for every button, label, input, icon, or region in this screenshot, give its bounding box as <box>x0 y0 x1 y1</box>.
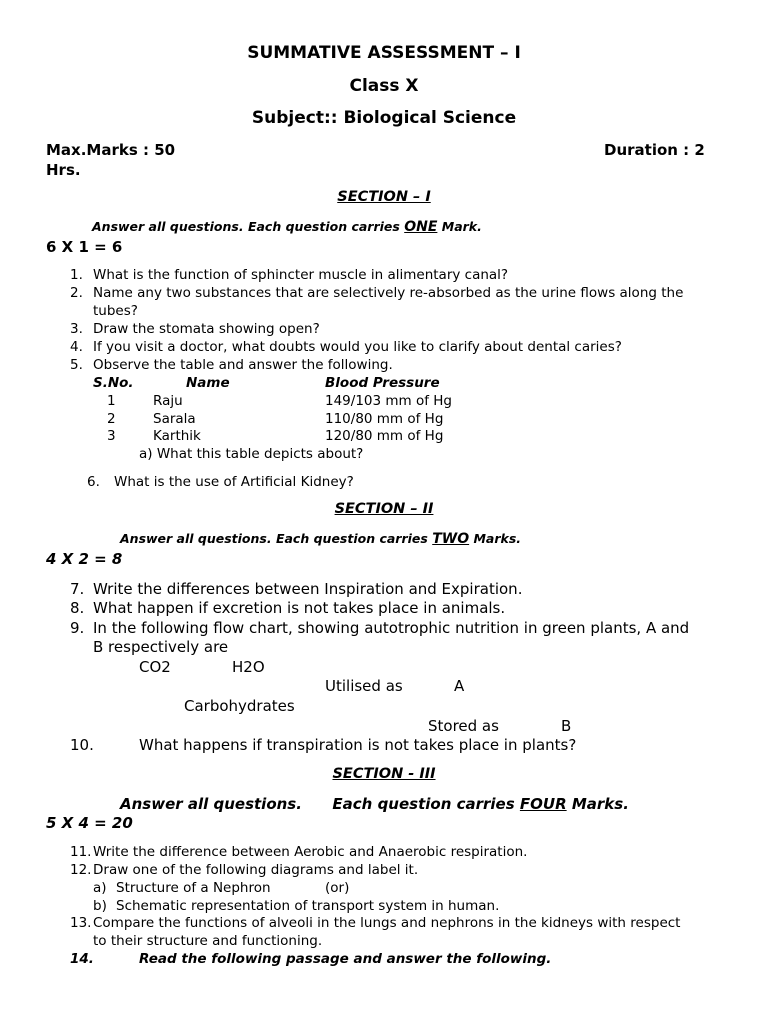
question-10: What happens if transpiration is not takes place in plants? <box>139 736 577 754</box>
table-header-bp: Blood Pressure <box>325 375 440 391</box>
question-12-or: (or) <box>325 880 350 896</box>
table-cell: Karthik <box>153 428 201 444</box>
flow-utilised: Utilised as <box>325 677 403 695</box>
instr-mark: ONE <box>404 219 438 235</box>
question-number: 1. <box>70 267 83 283</box>
question-11: Write the difference between Aerobic and Anaerobic respiration. <box>93 844 528 860</box>
section-1-instructions <box>92 219 482 235</box>
instr-mark: FOUR <box>519 795 567 813</box>
flow-stored: Stored as <box>428 717 499 735</box>
flow-carbohydrates: Carbohydrates <box>184 697 295 715</box>
question-6: What is the use of Artificial Kidney? <box>114 474 354 490</box>
question-12b: Schematic representation of transport system in human. <box>116 898 500 914</box>
section-1-heading: SECTION – I <box>337 189 431 205</box>
instr-text-end: Mark. <box>441 219 482 234</box>
section-2-marks: 4 X 2 = 8 <box>46 550 123 568</box>
question-number: 10. <box>70 736 94 754</box>
question-number: 14. <box>70 951 94 967</box>
question-9: In the following flow chart, showing autotrophic nutrition in green plants, A and <box>93 619 690 637</box>
instr-text-end: Marks. <box>571 795 629 813</box>
instr-text: Answer all questions. Each question carries <box>92 219 400 234</box>
class-label: Class X <box>349 76 419 96</box>
table-cell: 149/103 mm of Hg <box>325 393 452 409</box>
question-2-cont: tubes? <box>93 303 138 319</box>
question-number: 2. <box>70 285 83 301</box>
section-3-marks: 5 X 4 = 20 <box>46 814 133 832</box>
section-3-instructions <box>120 795 629 813</box>
question-13-cont: to their structure and functioning. <box>93 933 323 949</box>
table-header-name: Name <box>186 375 230 391</box>
question-number: 3. <box>70 321 83 337</box>
table-cell: 1 <box>107 393 116 409</box>
question-number: 4. <box>70 339 83 355</box>
table-cell: Raju <box>153 393 183 409</box>
section-2-instructions <box>120 531 521 547</box>
question-number: 11. <box>70 844 92 860</box>
table-header-sno: S.No. <box>93 375 134 391</box>
section-3-heading: SECTION - III <box>332 766 436 782</box>
instr-text: Answer all questions. Each question carries <box>120 531 428 546</box>
table-cell: 2 <box>107 411 116 427</box>
instr-mark: TWO <box>432 531 470 547</box>
duration: Duration : 2 <box>604 141 705 159</box>
question-number: 9. <box>70 619 85 637</box>
instr-text-end: Marks. <box>473 531 522 546</box>
question-number: 6. <box>87 474 100 490</box>
question-number: 5. <box>70 357 83 373</box>
table-cell: 110/80 mm of Hg <box>325 411 444 427</box>
question-number: 13. <box>70 915 92 931</box>
question-8: What happen if excretion is not takes place in animals. <box>93 599 506 617</box>
question-2: Name any two substances that are selectively re-absorbed as the urine flows along the <box>93 285 684 301</box>
instr-text: Answer all questions. <box>120 795 302 813</box>
question-5a: a) What this table depicts about? <box>139 446 364 462</box>
option-label: b) <box>93 898 107 914</box>
table-cell: Sarala <box>153 411 196 427</box>
section-1-marks: 6 X 1 = 6 <box>46 238 123 256</box>
flow-h2o: H2O <box>232 658 265 676</box>
question-number: 8. <box>70 599 85 617</box>
duration-unit: Hrs. <box>46 161 81 179</box>
max-marks: Max.Marks : 50 <box>46 141 176 159</box>
question-1: What is the function of sphincter muscle in alimentary canal? <box>93 267 509 283</box>
section-2-heading: SECTION – II <box>334 501 434 517</box>
option-label: a) <box>93 880 107 896</box>
table-cell: 3 <box>107 428 116 444</box>
question-5: Observe the table and answer the following. <box>93 357 393 373</box>
question-4: If you visit a doctor, what doubts would you like to clarify about dental caries? <box>93 339 622 355</box>
subject-label: Subject:: Biological Science <box>251 108 517 128</box>
flow-co2: CO2 <box>139 658 171 676</box>
flow-a: A <box>454 677 465 695</box>
question-9-cont: B respectively are <box>93 638 229 656</box>
question-12a: Structure of a Nephron <box>116 880 271 896</box>
question-7: Write the differences between Inspiration and Expiration. <box>93 580 523 598</box>
instr-text-mid: Each question carries <box>332 795 515 813</box>
question-14: Read the following passage and answer the following. <box>139 951 552 967</box>
question-13: Compare the functions of alveoli in the lungs and nephrons in the kidneys with respect <box>93 915 681 931</box>
exam-title: SUMMATIVE ASSESSMENT – I <box>247 43 521 63</box>
question-number: 7. <box>70 580 85 598</box>
question-12: Draw one of the following diagrams and label it. <box>93 862 419 878</box>
table-cell: 120/80 mm of Hg <box>325 428 444 444</box>
flow-b: B <box>561 717 572 735</box>
question-number: 12. <box>70 862 92 878</box>
question-3: Draw the stomata showing open? <box>93 321 320 337</box>
